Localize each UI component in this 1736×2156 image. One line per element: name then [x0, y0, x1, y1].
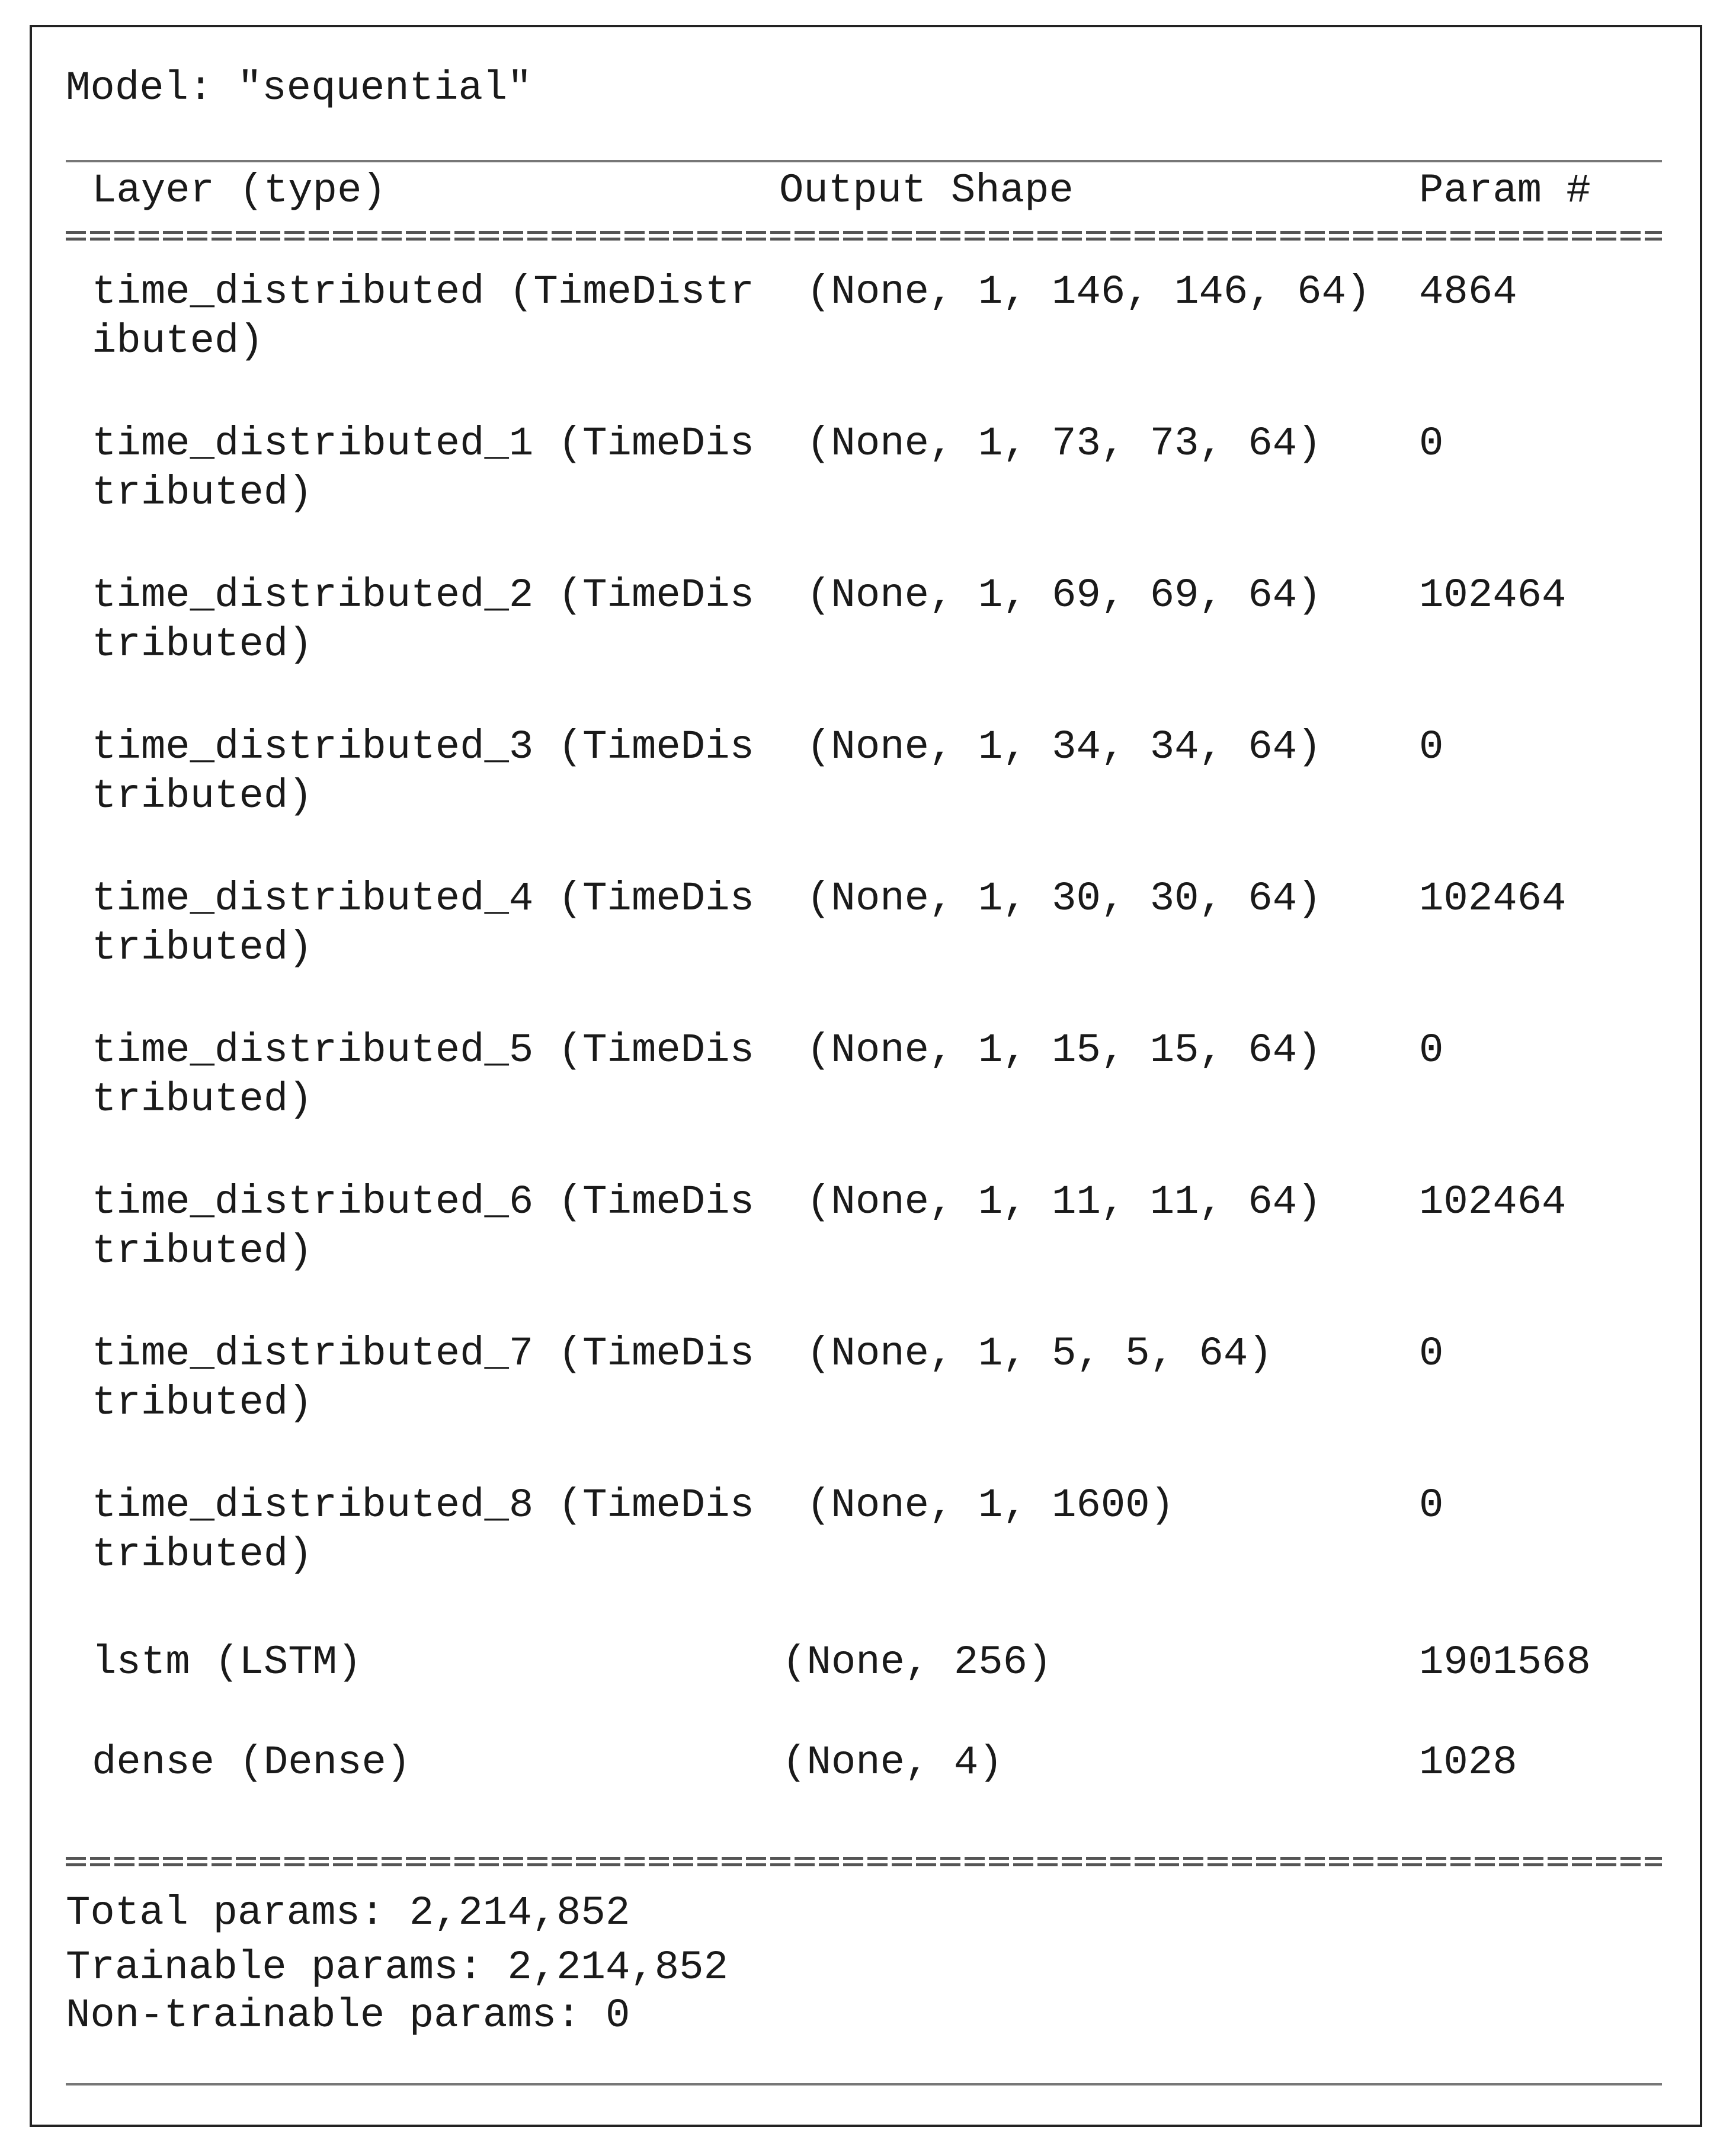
- model-title: Model: "sequential": [66, 65, 532, 111]
- layer-name: time_distributed_8 (TimeDis: [92, 1482, 754, 1529]
- layer-output-shape: (None, 1, 146, 146, 64): [806, 269, 1371, 315]
- layer-name: dense (Dense): [92, 1739, 411, 1786]
- layer-name: time_distributed_7 (TimeDis: [92, 1331, 754, 1377]
- top-rule: [66, 160, 1662, 162]
- layer-name-continued: tributed): [92, 1228, 313, 1274]
- layer-param-count: 0: [1419, 1482, 1444, 1529]
- layer-name-continued: tributed): [92, 470, 313, 516]
- layer-name: time_distributed_3 (TimeDis: [92, 724, 754, 770]
- layer-output-shape: (None, 256): [782, 1639, 1052, 1686]
- layer-name: time_distributed_5 (TimeDis: [92, 1027, 754, 1074]
- layer-output-shape: (None, 1, 73, 73, 64): [806, 421, 1322, 467]
- layer-name-continued: tributed): [92, 1077, 313, 1123]
- layer-name-continued: tributed): [92, 622, 313, 668]
- layer-param-count: 102464: [1419, 572, 1567, 619]
- layer-param-count: 102464: [1419, 1179, 1567, 1225]
- header-output-shape: Output Shape: [779, 168, 1074, 214]
- layer-param-count: 1028: [1419, 1739, 1517, 1786]
- layer-output-shape: (None, 1, 5, 5, 64): [806, 1331, 1273, 1377]
- layer-param-count: 1901568: [1419, 1639, 1591, 1686]
- non-trainable-params: Non-trainable params: 0: [66, 1992, 630, 2039]
- layer-name-continued: tributed): [92, 1380, 313, 1426]
- layer-output-shape: (None, 4): [782, 1739, 1003, 1786]
- total-params: Total params: 2,214,852: [66, 1890, 630, 1936]
- layer-name: time_distributed_1 (TimeDis: [92, 421, 754, 467]
- layer-output-shape: (None, 1, 69, 69, 64): [806, 572, 1322, 619]
- layer-output-shape: (None, 1, 34, 34, 64): [806, 724, 1322, 770]
- layer-name: lstm (LSTM): [92, 1639, 362, 1686]
- layer-name: time_distributed_6 (TimeDis: [92, 1179, 754, 1225]
- layer-output-shape: (None, 1, 15, 15, 64): [806, 1027, 1322, 1074]
- layer-name-continued: tributed): [92, 925, 313, 971]
- header-layer: Layer (type): [92, 168, 386, 214]
- bottom-rule: [66, 2083, 1662, 2085]
- header-params: Param #: [1419, 168, 1591, 214]
- layer-param-count: 0: [1419, 1027, 1444, 1074]
- layer-param-count: 0: [1419, 1331, 1444, 1377]
- layer-name-continued: ibuted): [92, 318, 264, 364]
- layer-param-count: 4864: [1419, 269, 1517, 315]
- layer-param-count: 102464: [1419, 876, 1567, 922]
- trainable-params: Trainable params: 2,214,852: [66, 1944, 728, 1991]
- layer-param-count: 0: [1419, 421, 1444, 467]
- layer-output-shape: (None, 1, 30, 30, 64): [806, 876, 1322, 922]
- layer-output-shape: (None, 1, 1600): [806, 1482, 1175, 1529]
- layer-param-count: 0: [1419, 724, 1444, 770]
- layer-name: time_distributed_4 (TimeDis: [92, 876, 754, 922]
- layer-name-continued: tributed): [92, 773, 313, 819]
- layer-output-shape: (None, 1, 11, 11, 64): [806, 1179, 1322, 1225]
- header-double-rule: [66, 231, 1662, 241]
- layer-name: time_distributed_2 (TimeDis: [92, 572, 754, 619]
- layer-name-continued: tributed): [92, 1532, 313, 1578]
- footer-double-rule: [66, 1857, 1662, 1866]
- layer-name: time_distributed (TimeDistr: [92, 269, 754, 315]
